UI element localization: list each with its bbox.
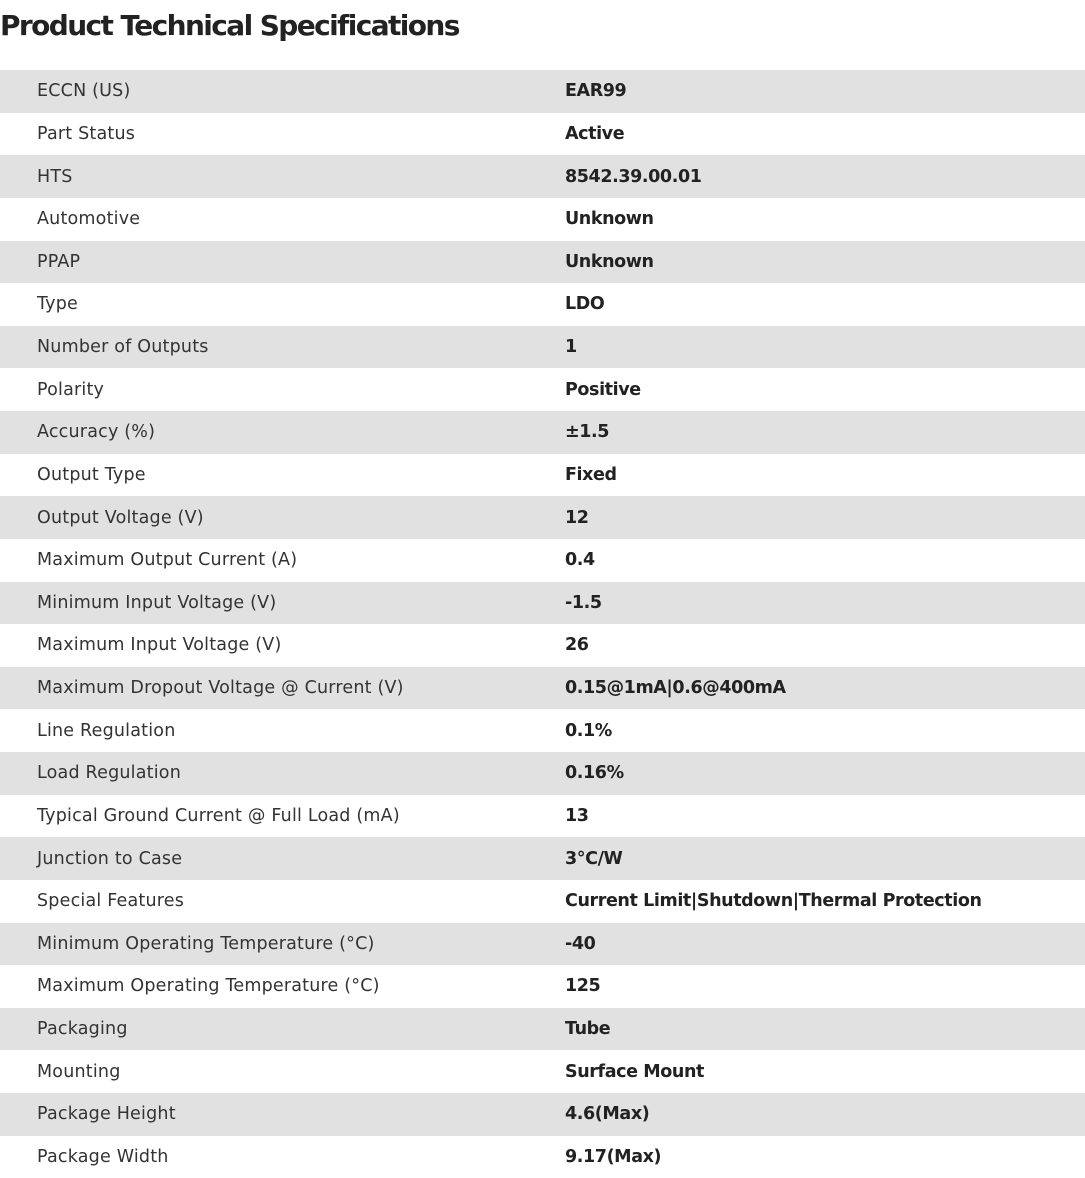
spec-label: Output Type: [37, 464, 146, 485]
spec-value: Unknown: [565, 209, 654, 230]
spec-label: Maximum Input Voltage (V): [37, 635, 282, 656]
table-row: [0, 709, 1085, 752]
spec-value: LDO: [565, 294, 605, 315]
table-row: [0, 752, 1085, 795]
spec-label: Polarity: [37, 379, 105, 400]
table-row: [0, 1008, 1085, 1051]
spec-value: 3°C/W: [565, 837, 1085, 880]
spec-value: EAR99: [565, 70, 1085, 113]
table-row: [0, 241, 1085, 284]
spec-value: 8542.39.00.01: [565, 155, 1085, 198]
table-row: [0, 454, 1085, 497]
spec-value: 13: [565, 805, 589, 826]
spec-label: Maximum Operating Temperature (°C): [37, 976, 380, 997]
table-row: [0, 880, 1085, 923]
spec-label: Type: [37, 294, 78, 315]
spec-table: [0, 70, 1085, 1178]
table-row: [0, 539, 1085, 582]
table-row: [0, 198, 1085, 241]
table-row: [0, 70, 1085, 113]
spec-value: 12: [565, 496, 1085, 539]
spec-label: HTS: [0, 155, 565, 198]
spec-value: 0.16%: [565, 752, 1085, 795]
spec-label: Special Features: [37, 891, 185, 912]
table-row: [0, 496, 1085, 539]
table-row: [0, 923, 1085, 966]
spec-label: Line Regulation: [37, 720, 176, 741]
spec-value: Active: [565, 123, 625, 144]
spec-label: ECCN (US): [0, 70, 565, 113]
table-row: [0, 411, 1085, 454]
spec-label: Maximum Output Current (A): [37, 550, 298, 571]
spec-label: Number of Outputs: [0, 326, 565, 369]
table-row: [0, 1093, 1085, 1136]
spec-value: 26: [565, 635, 589, 656]
spec-label: Minimum Operating Temperature (°C): [0, 923, 565, 966]
spec-label: PPAP: [0, 241, 565, 284]
spec-value: 1: [565, 326, 1085, 369]
spec-label: Maximum Dropout Voltage @ Current (V): [0, 667, 565, 710]
table-row: [0, 582, 1085, 625]
spec-value: 0.15@1mA|0.6@400mA: [565, 667, 1085, 710]
spec-label: Automotive: [37, 209, 141, 230]
spec-value: ±1.5: [565, 411, 1085, 454]
table-row: [0, 1050, 1085, 1093]
spec-label: Minimum Input Voltage (V): [0, 582, 565, 625]
spec-value: Surface Mount: [565, 1061, 704, 1082]
table-row: [0, 326, 1085, 369]
spec-value: Tube: [565, 1008, 1085, 1051]
spec-label: Accuracy (%): [0, 411, 565, 454]
spec-label: Typical Ground Current @ Full Load (mA): [37, 805, 400, 826]
spec-label: Part Status: [37, 123, 136, 144]
table-row: [0, 965, 1085, 1008]
spec-label: Package Width: [37, 1146, 169, 1167]
spec-value: Unknown: [565, 241, 1085, 284]
spec-label: Package Height: [0, 1093, 565, 1136]
table-row: [0, 837, 1085, 880]
table-row: [0, 113, 1085, 156]
spec-value: Current Limit|Shutdown|Thermal Protection: [565, 891, 982, 912]
spec-value: 4.6(Max): [565, 1093, 1085, 1136]
spec-value: Fixed: [565, 464, 617, 485]
spec-label: Mounting: [37, 1061, 121, 1082]
table-row: [0, 795, 1085, 838]
page-title: Product Technical Specifications: [0, 9, 459, 42]
spec-value: 0.4: [565, 550, 595, 571]
table-row: [0, 624, 1085, 667]
spec-value: -40: [565, 923, 1085, 966]
spec-value: Positive: [565, 379, 641, 400]
table-row: [0, 1136, 1085, 1178]
table-row: [0, 368, 1085, 411]
table-row: [0, 283, 1085, 326]
spec-label: Packaging: [0, 1008, 565, 1051]
spec-value: 0.1%: [565, 720, 612, 741]
spec-value: -1.5: [565, 582, 1085, 625]
spec-label: Load Regulation: [0, 752, 565, 795]
spec-label: Output Voltage (V): [0, 496, 565, 539]
table-row: [0, 155, 1085, 198]
table-row: [0, 667, 1085, 710]
spec-label: Junction to Case: [0, 837, 565, 880]
spec-value: 9.17(Max): [565, 1146, 662, 1167]
spec-value: 125: [565, 976, 601, 997]
